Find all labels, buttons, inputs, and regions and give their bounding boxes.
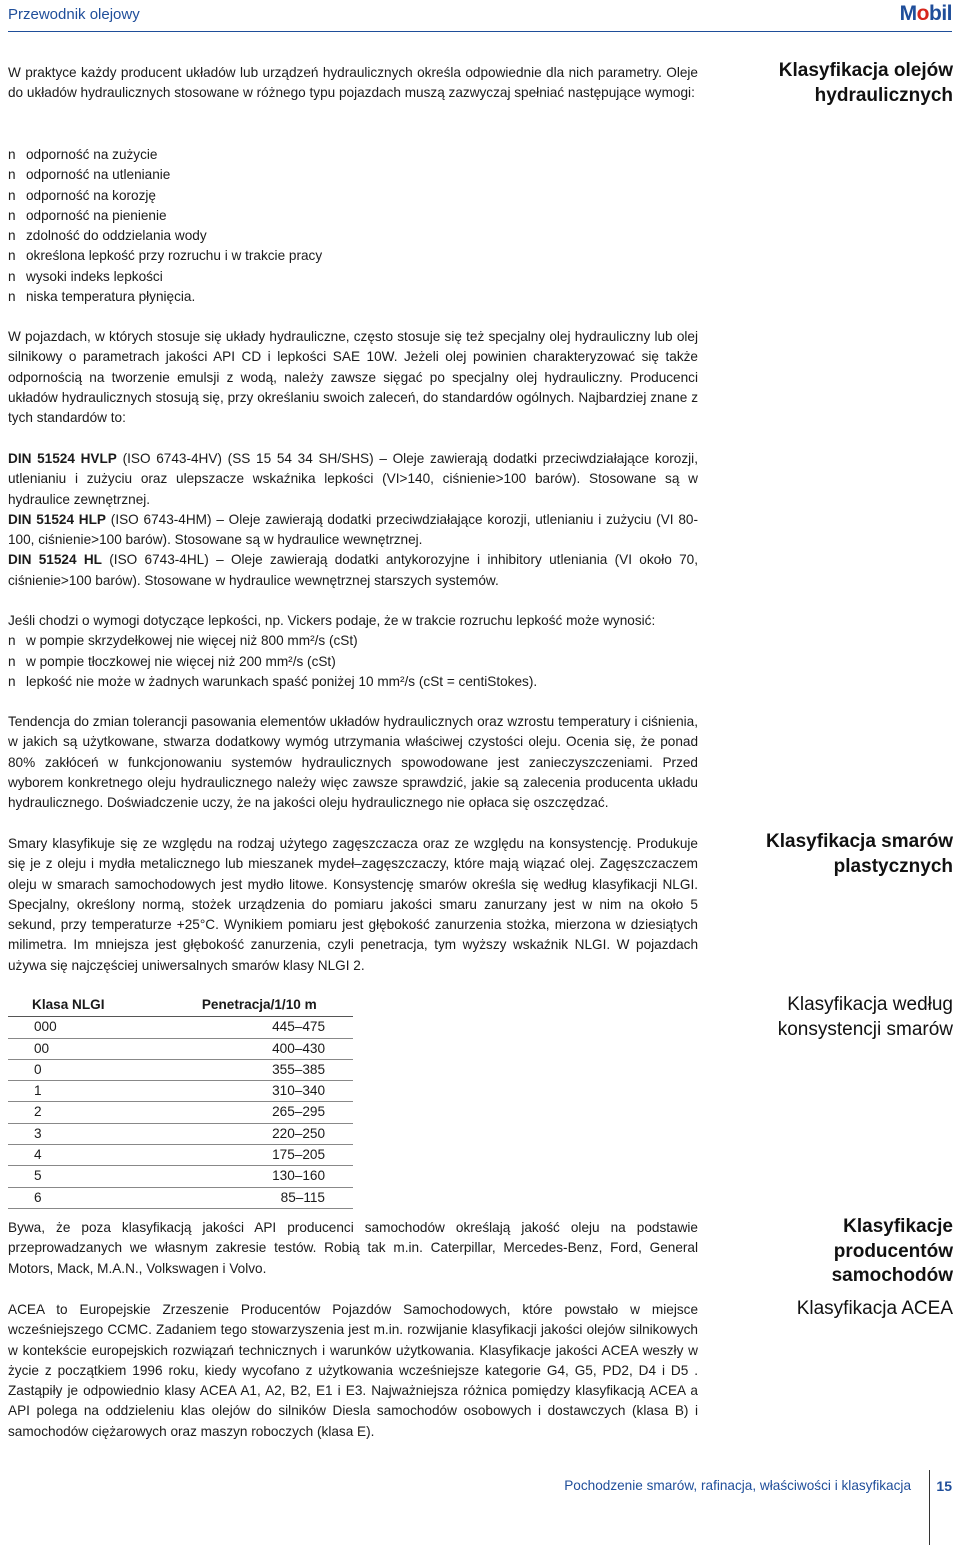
requirements-list <box>8 145 698 307</box>
table-cell-penetration: 355–385 <box>166 1059 353 1080</box>
grease-text: Smary klasyfikuje się ze względu na rodzaj użytego zagęszczacza oraz ze względu na konsystencję. Produkuje się je z oleju i mydła metalicznego lub mieszanek mydeł–zagęszczaczy, które mają wiązać olej. Zagęszczaczem oleju w smarach samochodowych jest mydło litowe. Konsystencję smarów określa się według klasyfikacji NLGI. Specjalny, określony normą, stożek urządzenia do pomiaru jakości smaru zanurzany jest w nim na około 5 sekund, przy temperaturze +25°C. Wynikiem pomiaru jest głębokość zanurzenia stożka, mierzona w dziesiątych milimetra. Im mniejsza jest głębokość zanurzenia, czyli penetracja, tym wyższy wskaźnik NLGI. W pojazdach używa się najczęściej uniwersalnych smarów klasy NLGI 2. <box>8 836 698 973</box>
footer-section-title: Pochodzenie smarów, rafinacja, właściwości i klasyfikacja <box>564 1478 911 1493</box>
din-entry <box>8 449 698 510</box>
table-cell-penetration: 85–115 <box>166 1187 353 1208</box>
grease-paragraph <box>8 834 698 976</box>
din-entry <box>8 510 698 551</box>
table-row <box>8 1081 353 1102</box>
list-item <box>8 206 698 226</box>
list-item <box>8 672 698 692</box>
page-header-title: Przewodnik olejowy <box>8 6 140 23</box>
side-heading-acea-line1: Klasyfikacja ACEA <box>796 1298 953 1319</box>
makers-paragraph <box>8 1218 698 1279</box>
side-heading-makers-line1: Klasyfikacje <box>843 1216 953 1237</box>
tolerance-paragraph <box>8 712 698 813</box>
side-heading-consistency <box>728 993 953 1042</box>
list-item-text: wysoki indeks lepkości <box>26 268 163 284</box>
vehicles-paragraph <box>8 327 698 428</box>
table-row <box>8 1102 353 1123</box>
list-item <box>8 631 698 651</box>
list-item-text: w pompie tłoczkowej nie więcej niż 200 mm²/s (cSt) <box>26 653 336 669</box>
side-heading-consistency-line1: Klasyfikacja według <box>787 994 953 1015</box>
side-heading-makers-line2: producentów <box>833 1240 953 1262</box>
table-cell-penetration: 175–205 <box>166 1145 353 1166</box>
side-heading-grease-line1: Klasyfikacja smarów <box>766 831 953 852</box>
bullet-marker: n <box>8 289 16 305</box>
table-row <box>8 1038 353 1059</box>
table-cell-penetration: 220–250 <box>166 1123 353 1144</box>
table-cell-class: 000 <box>8 1017 166 1038</box>
table-row <box>8 1166 353 1187</box>
mobil-logo <box>900 1 952 27</box>
side-heading-grease <box>728 830 953 879</box>
acea-paragraph <box>8 1300 698 1442</box>
table-cell-class: 00 <box>8 1038 166 1059</box>
logo-part-m: M <box>899 2 917 25</box>
bullet-marker: n <box>8 673 16 689</box>
list-item-text: odporność na utlenianie <box>26 167 171 183</box>
list-item <box>8 186 698 206</box>
table-cell-penetration: 445–475 <box>166 1017 353 1038</box>
nlgi-table <box>8 995 353 1209</box>
side-heading-hydraulic <box>728 59 953 108</box>
din-description: (ISO 6743-4HL) – Oleje zawierają dodatki antykorozyjne i inhibitory utleniania (VI około 70, ciśnienie>100 barów). Stosowane w hydraulice wewnętrznej starszych systemów. <box>8 552 698 588</box>
makers-text: Bywa, że poza klasyfikacją jakości API producenci samochodów określają jakość oleju na podstawie przeprowadzanych we własnym zakresie testów. Robią tak m.in. Caterpillar, Mercedes-Benz, Ford, General Motors, Mack, M.A.N., Volkswagen i Volvo. <box>8 1220 698 1276</box>
list-item <box>8 652 698 672</box>
table-cell-class: 5 <box>8 1166 166 1187</box>
table-header-row <box>8 995 353 1017</box>
side-heading-acea <box>728 1297 953 1322</box>
side-heading-hydraulic-line2: hydraulicznych <box>814 84 953 106</box>
column-header-penetration: Penetracja/1/10 m <box>166 995 353 1017</box>
list-item <box>8 267 698 287</box>
list-item <box>8 145 698 165</box>
side-heading-makers-line3: samochodów <box>831 1265 953 1286</box>
list-item-text: niska temperatura płynięcia. <box>26 289 196 305</box>
list-item-text: w pompie skrzydełkowej nie więcej niż 800 mm²/s (cSt) <box>26 633 358 649</box>
footer-divider <box>929 1470 930 1545</box>
bullet-marker: n <box>8 248 16 264</box>
table-cell-class: 6 <box>8 1187 166 1208</box>
table-row <box>8 1123 353 1144</box>
table-cell-penetration: 130–160 <box>166 1166 353 1187</box>
page-number: 15 <box>936 1478 952 1494</box>
bullet-marker: n <box>8 187 16 203</box>
table-row <box>8 1187 353 1208</box>
din-description: (ISO 6743-4HV) (SS 15 54 34 SH/SHS) – Oleje zawierają dodatki przeciwdziałające korozji, utlenianiu i zużyciu oraz ulepszacze wskaźnika lepkości (VI>140, ciśnienie>100 barów). Stosowane są w hydraulice zewnętrznej. <box>8 451 698 507</box>
table-cell-class: 2 <box>8 1102 166 1123</box>
table-row <box>8 1145 353 1166</box>
intro-paragraph <box>8 63 698 104</box>
bullet-marker: n <box>8 167 16 183</box>
intro-text: W praktyce każdy producent układów lub urządzeń hydraulicznych określa odpowiednie dla nich parametry. Oleje do układów hydraulicznych stosowane w różnego typu pojazdach muszą zazwyczaj spełniać następujące wymogi: <box>8 65 698 101</box>
din-entry <box>8 550 698 591</box>
vehicles-text: W pojazdach, w których stosuje się układy hydrauliczne, często stosuje się też specjalny olej hydrauliczny lub olej silnikowy o parametrach jakości API CD i lepkości SAE 10W. Jeżeli olej powinien charakteryzować się także odpornością na tworzenie emulsji z wodą, należy zawsze sięgać po specjalny olej hydrauliczny. Producenci układów hydraulicznych stosują się, przy określaniu swoich zaleceń, do standardów ogólnych. Najbardziej znane z tych standardów to: <box>8 329 698 426</box>
list-item-text: zdolność do oddzielania wody <box>26 228 207 244</box>
side-heading-consistency-line2: konsystencji smarów <box>777 1018 953 1040</box>
logo-part-o: o <box>916 2 929 25</box>
bullet-marker: n <box>8 228 16 244</box>
table-cell-class: 1 <box>8 1081 166 1102</box>
side-heading-grease-line2: plastycznych <box>833 855 953 877</box>
list-item-text: odporność na pienienie <box>26 207 167 223</box>
table-row <box>8 1059 353 1080</box>
table-cell-class: 0 <box>8 1059 166 1080</box>
din-code: DIN 51524 HLP <box>8 511 106 527</box>
list-item-text: lepkość nie może w żadnych warunkach spaść poniżej 10 mm²/s (cSt = centiStokes). <box>26 673 538 689</box>
bullet-marker: n <box>8 653 16 669</box>
list-item-text: odporność na korozję <box>26 187 156 203</box>
din-code: DIN 51524 HL <box>8 552 102 568</box>
table-cell-class: 4 <box>8 1145 166 1166</box>
bullet-marker: n <box>8 268 16 284</box>
column-header-class: Klasa NLGI <box>8 995 166 1017</box>
table-row <box>8 1017 353 1038</box>
list-item <box>8 246 698 266</box>
viscosity-section <box>8 611 698 692</box>
list-item <box>8 287 698 307</box>
list-item <box>8 226 698 246</box>
acea-text: ACEA to Europejskie Zrzeszenie Producentów Pojazdów Samochodowych, które powstało w miejsce wcześniejszego CCMC. Zadaniem tego stowarzyszenia jest m.in. rozwijanie klasyfikacji jakości olejów silnikowych w kontekście europejskich rozwiązań technicznych i warunków użytkowania. Klasyfikacje jakości ACEA weszły w życie z początkiem 1996 roku, kiedy wycofano z użytkowania wcześniejsze kategorie G4, G5, PD2, D4 i D5 . Zastąpiły je odpowiednio klasy ACEA A1, A2, B2, E1 i E3. Najważniejsza różnica pomiędzy klasyfikacją ACEA a API polega na oddzieleniu klas olejów do silników Diesla samochodów osobowych i dostawczych (klasa B) i samochodów ciężarowych oraz maszyn roboczych (klasa E). <box>8 1302 698 1439</box>
viscosity-intro: Jeśli chodzi o wymogi dotyczące lepkości, np. Vickers podaje, że w trakcie rozruchu lepkość może wynosić: <box>8 613 656 628</box>
din-standards <box>8 449 698 591</box>
table-cell-penetration: 265–295 <box>166 1102 353 1123</box>
side-heading-hydraulic-line1: Klasyfikacja olejów <box>778 60 953 81</box>
side-heading-makers <box>728 1215 953 1289</box>
table-cell-penetration: 400–430 <box>166 1038 353 1059</box>
list-item-text: określona lepkość przy rozruchu i w trakcie pracy <box>26 248 323 264</box>
bullet-marker: n <box>8 147 16 162</box>
din-description: (ISO 6743-4HM) – Oleje zawierają dodatki przeciwdziałające korozji, utlenianiu i zużyciu (VI 80-100, ciśnienie>100 barów). Stosowane są w hydraulice wewnętrznej. <box>8 511 699 548</box>
bullet-marker: n <box>8 633 16 649</box>
table-cell-penetration: 310–340 <box>166 1081 353 1102</box>
header-rule <box>8 31 952 32</box>
list-item <box>8 165 698 185</box>
tolerance-text: Tendencja do zmian tolerancji pasowania elementów układów hydraulicznych oraz wzrostu temperatury i ciśnienia, w jakich są użytkowane, stwarza dodatkowy wymóg utrzymania właściwej czystości oleju. Ocenia się, że ponad 80% zakłóceń w funkcjonowaniu systemów hydraulicznych spowodowane jest zanieczyszczeniami. Przed wyborem konkretnego oleju hydraulicznego należy więc zawsze sprawdzić, jakie są zalecenia producenta układu hydraulicznego. Doświadczenie uczy, że na jakości oleju hydraulicznego nie opłaca się oszczędzać. <box>8 714 698 811</box>
bullet-marker: n <box>8 207 16 223</box>
din-code: DIN 51524 HVLP <box>8 451 117 466</box>
logo-part-bil: bil <box>929 2 952 25</box>
table-cell-class: 3 <box>8 1123 166 1144</box>
list-item-text: odporność na zużycie <box>26 147 158 162</box>
